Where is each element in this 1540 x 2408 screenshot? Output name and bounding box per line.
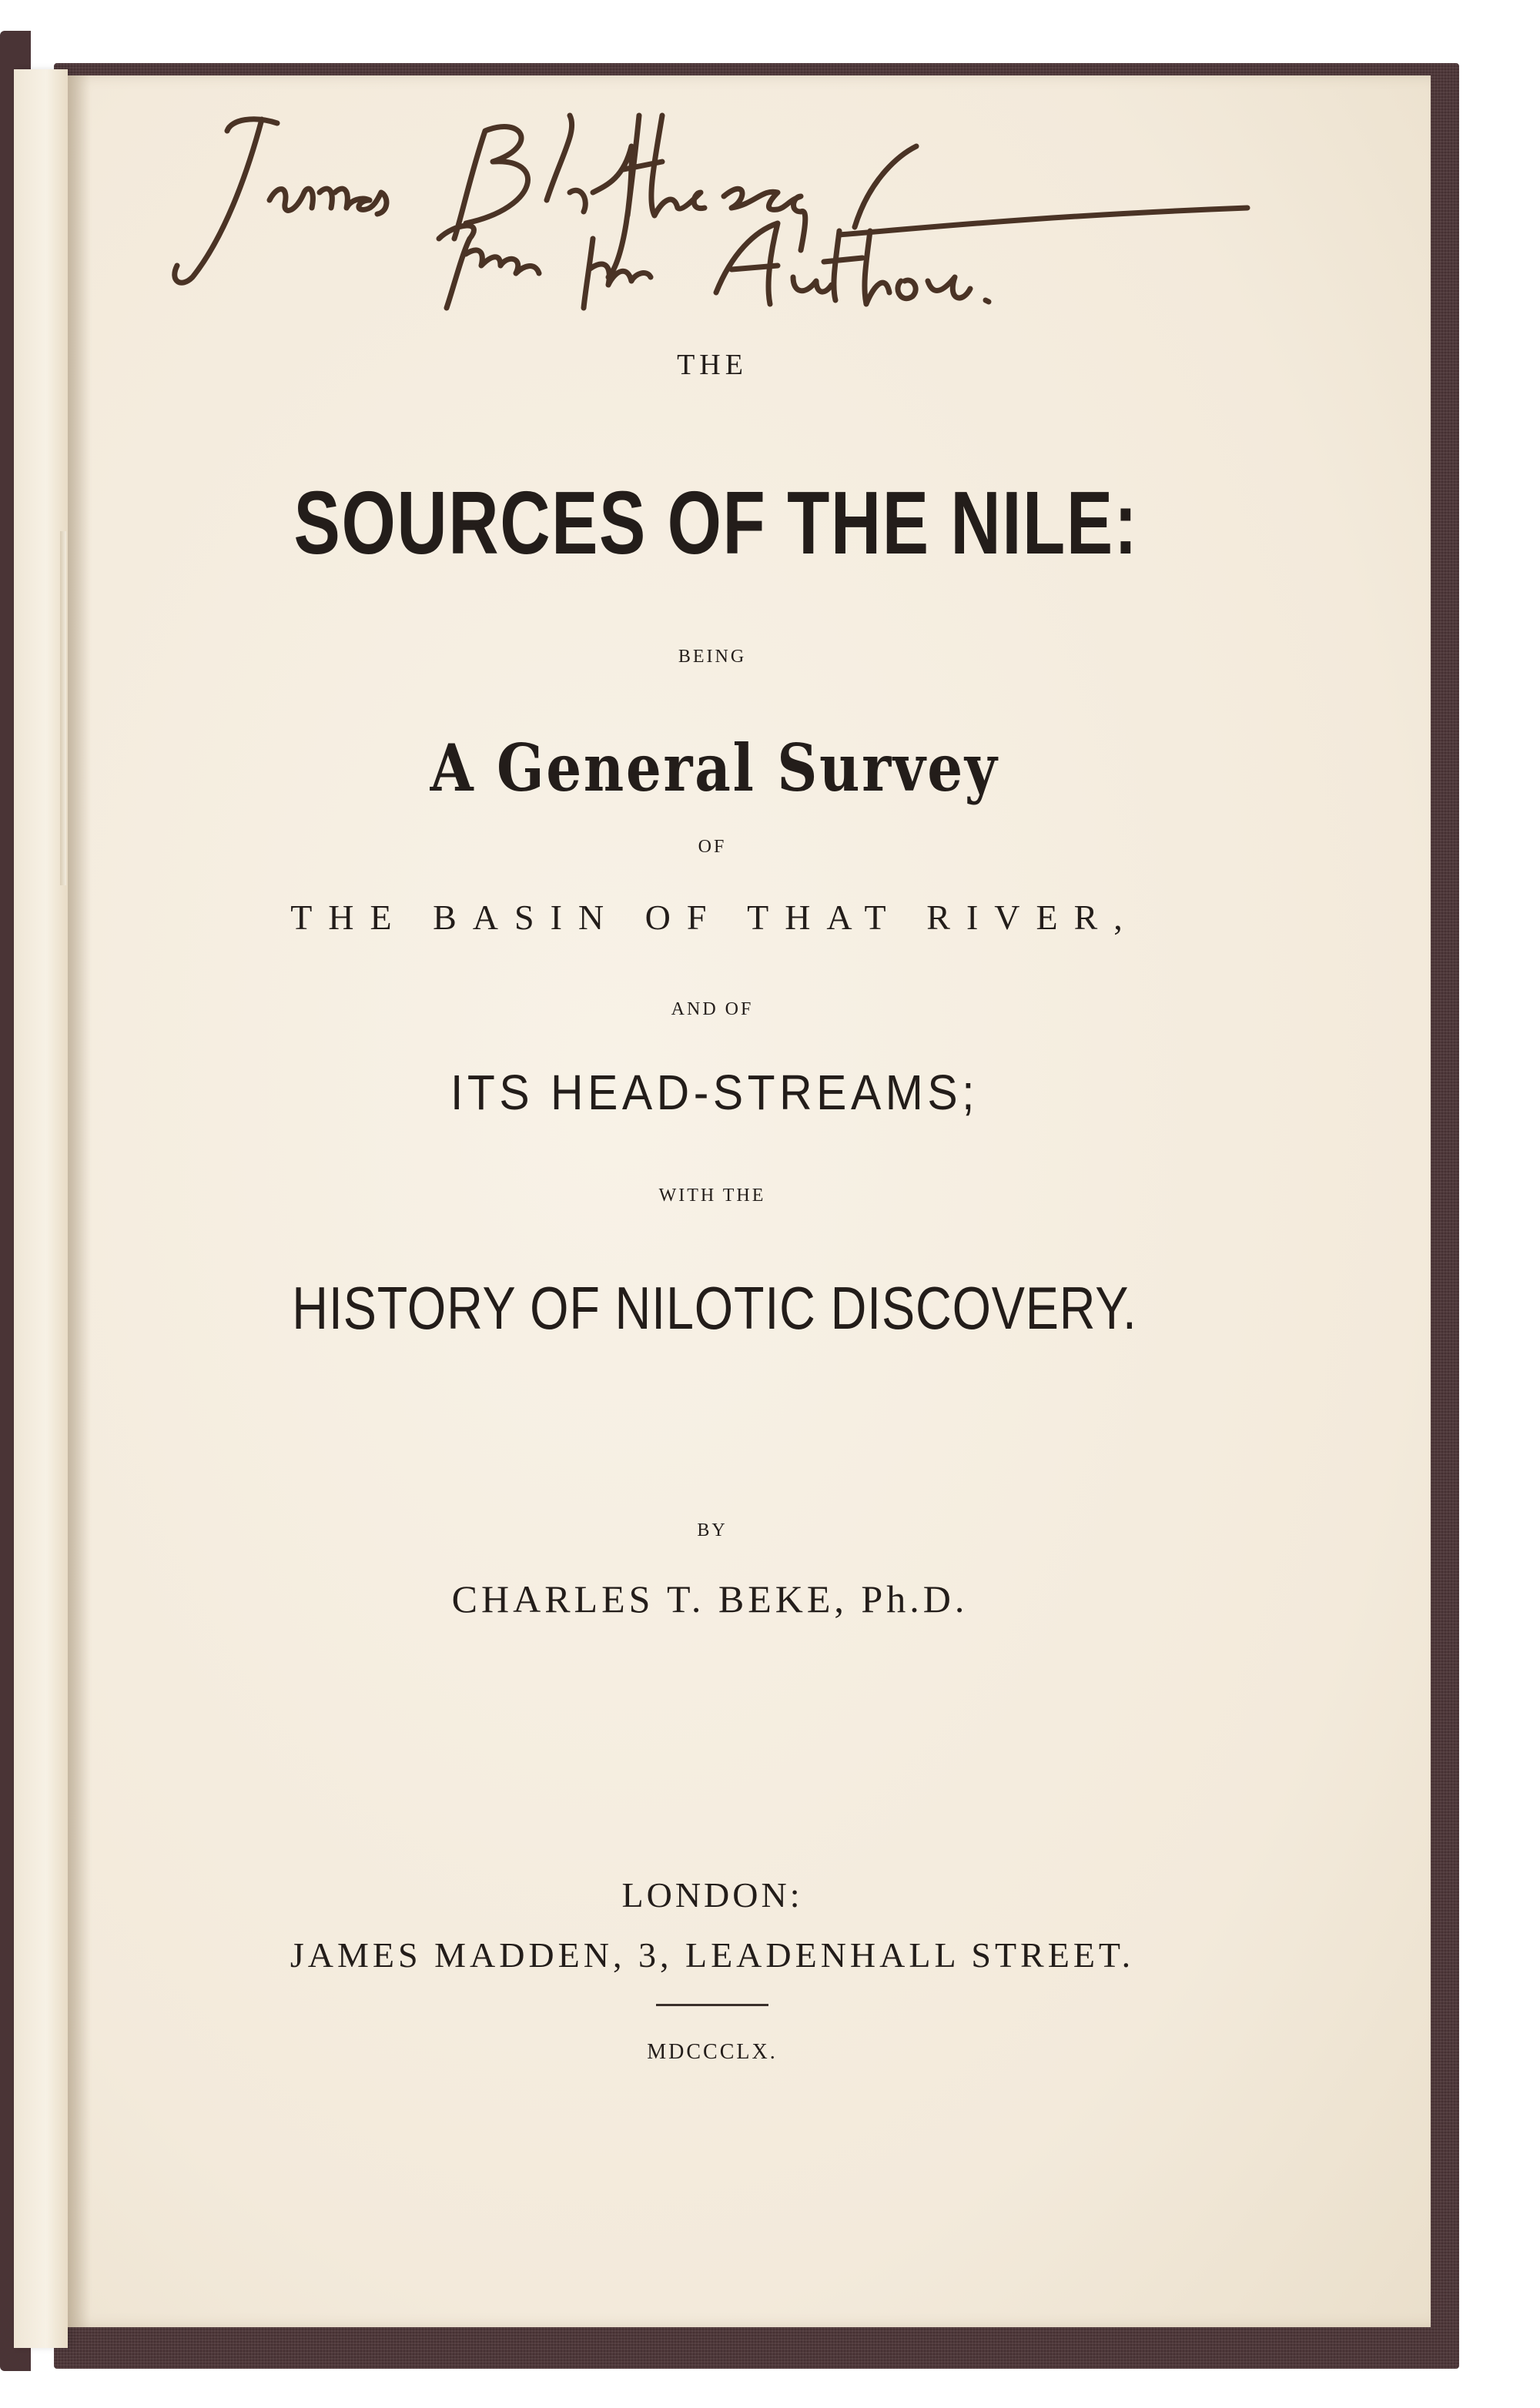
- main-title: SOURCES OF THE NILE:: [293, 473, 1139, 573]
- flyleaf-fold: [60, 531, 66, 885]
- by-label: BY: [697, 1520, 728, 1540]
- head-streams-line: ITS HEAD-STREAMS;: [450, 1065, 979, 1120]
- imprint-rule: [656, 2004, 768, 2006]
- inscription-drawing: [162, 85, 1278, 339]
- flyleaf: [14, 69, 68, 2348]
- title-the: THE: [677, 349, 748, 381]
- imprint-year: MDCCCLX.: [647, 2040, 778, 2064]
- of-label: OF: [698, 837, 727, 857]
- with-the-label: WITH THE: [658, 1186, 766, 1206]
- imprint-publisher: JAMES MADDEN, 3, LEADENHALL STREET.: [290, 1935, 1135, 1975]
- and-of-label: AND OF: [671, 999, 754, 1019]
- handwritten-inscription: [162, 85, 1278, 339]
- author-name: CHARLES T. BEKE, Ph.D.: [451, 1577, 969, 1620]
- being-label: BEING: [678, 647, 747, 667]
- basin-line: THE BASIN OF THAT RIVER,: [290, 898, 1139, 937]
- imprint-city: LONDON:: [621, 1875, 803, 1915]
- subtitle-blackletter: A General Survey: [430, 730, 999, 806]
- history-line: HISTORY OF NILOTIC DISCOVERY.: [292, 1274, 1137, 1342]
